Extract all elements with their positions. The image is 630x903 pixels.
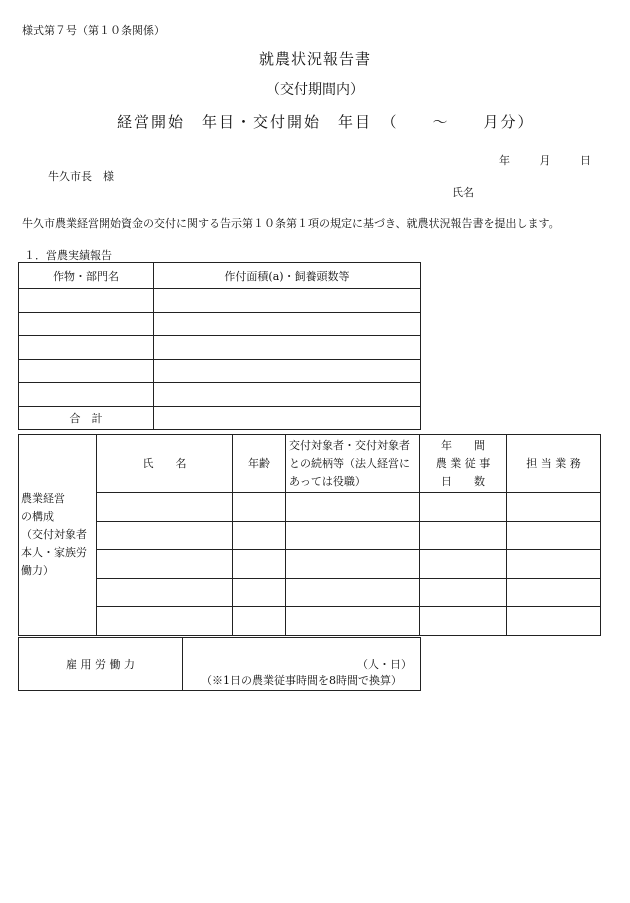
document-title: 就農状況報告書 xyxy=(258,50,371,68)
member-days-cell[interactable] xyxy=(420,607,507,636)
member-relation-cell[interactable] xyxy=(286,493,420,522)
crop-name-cell[interactable] xyxy=(19,336,154,360)
member-age-cell[interactable] xyxy=(233,607,286,636)
crop-area-cell[interactable] xyxy=(154,289,421,313)
crop-total-cell[interactable] xyxy=(154,406,421,430)
date-line: 年 月 日 xyxy=(499,154,591,167)
member-header-name: 氏 名 xyxy=(97,435,233,493)
member-age-cell[interactable] xyxy=(233,521,286,550)
member-relation-cell[interactable] xyxy=(286,521,420,550)
member-duty-cell[interactable] xyxy=(507,493,601,522)
member-header-relation: 交付対象者・交付対象者 との続柄等（法人経営に あっては役職） xyxy=(286,435,420,493)
employment-label: 雇 用 労 働 力 xyxy=(19,638,183,691)
period-line: 経営開始 年目・交付開始 年目 （ ～ 月分） xyxy=(117,113,535,131)
member-header-age: 年齢 xyxy=(233,435,286,493)
member-side-label: 農業経営 の構成 （交付対象者 本人・家族労 働力） xyxy=(19,435,97,636)
member-duty-cell[interactable] xyxy=(507,607,601,636)
crop-total-label: 合 計 xyxy=(19,406,154,430)
name-label: 氏名 xyxy=(452,186,474,199)
member-table xyxy=(18,434,601,636)
crop-name-cell[interactable] xyxy=(19,312,154,336)
member-name-cell[interactable] xyxy=(97,578,233,607)
statement-text: 牛久市農業経営開始資金の交付に関する告示第１０条第１項の規定に基づき、就農状況報告書を提出します。 xyxy=(22,217,560,230)
member-header-duty: 担 当 業 務 xyxy=(507,435,601,493)
member-days-cell[interactable] xyxy=(420,578,507,607)
crop-name-cell[interactable] xyxy=(19,289,154,313)
employment-cell[interactable] xyxy=(183,638,421,691)
member-name-cell[interactable] xyxy=(97,521,233,550)
employment-unit: （人・日） xyxy=(357,658,412,671)
member-name-cell[interactable] xyxy=(97,493,233,522)
crop-area-cell[interactable] xyxy=(154,312,421,336)
member-relation-cell[interactable] xyxy=(286,578,420,607)
crop-name-cell[interactable] xyxy=(19,383,154,407)
member-days-cell[interactable] xyxy=(420,493,507,522)
member-days-cell[interactable] xyxy=(420,550,507,579)
member-header-days: 年 間 農 業 従 事 日 数 xyxy=(420,435,507,493)
member-duty-cell[interactable] xyxy=(507,521,601,550)
crop-area-cell[interactable] xyxy=(154,359,421,383)
member-relation-cell[interactable] xyxy=(286,607,420,636)
member-name-cell[interactable] xyxy=(97,550,233,579)
crop-table xyxy=(18,262,421,430)
member-age-cell[interactable] xyxy=(233,550,286,579)
crop-header-name: 作物・部門名 xyxy=(19,263,154,289)
member-age-cell[interactable] xyxy=(233,578,286,607)
form-number: 様式第７号（第１０条関係） xyxy=(22,24,165,37)
member-duty-cell[interactable] xyxy=(507,550,601,579)
document-subtitle: （交付期間内） xyxy=(266,82,364,98)
member-age-cell[interactable] xyxy=(233,493,286,522)
section-heading: １．営農実績報告 xyxy=(24,249,112,262)
member-duty-cell[interactable] xyxy=(507,578,601,607)
crop-name-cell[interactable] xyxy=(19,359,154,383)
member-name-cell[interactable] xyxy=(97,607,233,636)
crop-area-cell[interactable] xyxy=(154,336,421,360)
addressee: 牛久市長 様 xyxy=(48,170,114,183)
employment-note: （※1日の農業従事時間を8時間で換算） xyxy=(201,674,402,687)
crop-header-area: 作付面積(a)・飼養頭数等 xyxy=(154,263,421,289)
member-relation-cell[interactable] xyxy=(286,550,420,579)
crop-area-cell[interactable] xyxy=(154,383,421,407)
member-days-cell[interactable] xyxy=(420,521,507,550)
employment-table xyxy=(18,637,421,691)
